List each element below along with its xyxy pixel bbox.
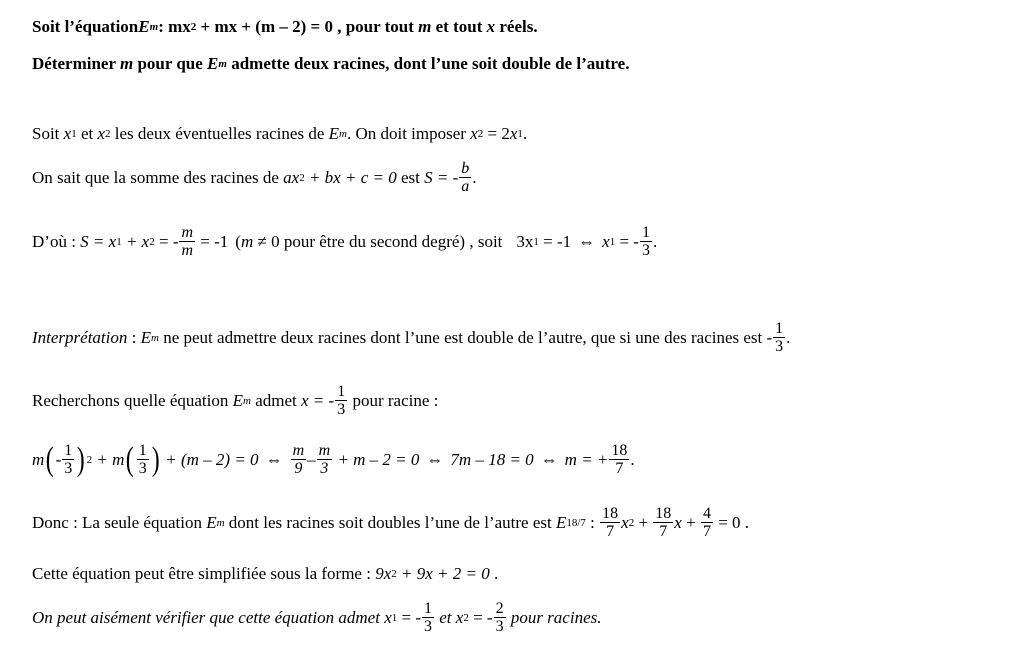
- left-paren: (: [45, 440, 54, 478]
- text: et: [76, 124, 98, 143]
- subscript: 1: [533, 235, 539, 248]
- text: = 0: [713, 512, 741, 532]
- text: = -: [615, 231, 639, 251]
- text: Déterminer: [32, 54, 120, 73]
- exponent: 2: [86, 453, 93, 466]
- text: (: [235, 231, 241, 251]
- numerator: 1: [641, 224, 650, 241]
- solution-line-3: [32, 224, 657, 259]
- text: = -: [397, 607, 421, 627]
- variable: m: [32, 449, 45, 469]
- subscript: 1: [116, 235, 122, 248]
- expression: ax: [283, 167, 300, 187]
- text: .: [630, 449, 635, 469]
- expression: + 9x + 2 = 0: [396, 564, 490, 583]
- subscript: 1: [517, 128, 523, 140]
- numerator: 1: [64, 442, 73, 459]
- numerator: m: [318, 442, 331, 459]
- numerator: 4: [702, 505, 711, 522]
- variable: x: [455, 607, 464, 627]
- text: .: [786, 327, 791, 347]
- denominator: 9: [294, 460, 303, 477]
- expression: S = x: [80, 231, 117, 251]
- numerator: b: [461, 160, 470, 177]
- text: :: [585, 512, 600, 532]
- verify-line: [32, 600, 601, 635]
- text: et tout: [431, 17, 487, 36]
- text: D’où :: [32, 231, 81, 251]
- variable: x: [63, 124, 72, 143]
- equivalence-symbol: ⇔: [540, 449, 558, 469]
- text: On peut aisément vérifier que cette équation admet: [32, 607, 385, 627]
- fraction: [701, 505, 713, 540]
- statement-line-1: [32, 17, 538, 37]
- expression: + m – 2 = 0: [333, 449, 420, 469]
- equation-symbol: E: [555, 512, 567, 532]
- fraction: [773, 320, 785, 355]
- numerator: 1: [423, 600, 432, 617]
- denominator: 7: [606, 523, 615, 540]
- fraction: [137, 442, 149, 477]
- fraction: [422, 600, 434, 635]
- text: :: [127, 327, 141, 347]
- variable: x: [674, 512, 682, 532]
- subscript: 1: [71, 128, 77, 140]
- subscript: m: [149, 21, 159, 33]
- variable: x: [602, 231, 610, 251]
- subscript: m: [216, 516, 225, 529]
- text: -: [55, 449, 62, 469]
- conclusion-line: [32, 505, 749, 540]
- text: dont les racines soit doubles l’une de l’autre est: [224, 512, 556, 532]
- variable: m: [240, 231, 254, 251]
- text: et: [434, 607, 456, 627]
- equivalence-symbol: ⇔: [426, 449, 444, 469]
- text: réels.: [495, 17, 538, 36]
- denominator: 7: [615, 460, 624, 477]
- text: = -: [154, 231, 179, 251]
- subscript: 2: [477, 128, 484, 140]
- subscript: 1: [391, 611, 398, 624]
- equation-symbol: E: [328, 124, 339, 143]
- equation-symbol: E: [140, 327, 152, 347]
- numerator: 18: [611, 442, 628, 459]
- subscript: 1: [609, 235, 616, 248]
- expression: m = +: [564, 449, 609, 469]
- denominator: 7: [659, 523, 668, 540]
- solution-line-2: [32, 160, 477, 195]
- denominator: 3: [138, 460, 147, 477]
- subscript: m: [218, 58, 227, 70]
- fraction: [600, 505, 620, 540]
- text: –: [307, 449, 316, 469]
- numerator: 2: [495, 600, 504, 617]
- text: ne peut admettre deux racines dont l’une est double de l’autre, que si une des racines est -: [158, 327, 773, 347]
- right-paren: ): [151, 440, 160, 478]
- expression: x = -: [301, 390, 335, 410]
- text: .: [652, 231, 658, 251]
- exponent: 2: [190, 21, 197, 33]
- denominator: 3: [775, 338, 784, 355]
- fraction: [317, 442, 333, 477]
- text: pour racine :: [348, 390, 439, 410]
- fraction: [335, 383, 347, 418]
- text: les deux éventuelles racines de: [110, 124, 329, 143]
- text: + mx + (m – 2) = 0 , pour tout: [196, 17, 419, 36]
- variable: x: [97, 124, 106, 143]
- search-line: [32, 383, 438, 418]
- expression: 7m – 18 = 0: [450, 449, 534, 469]
- statement-line-2: [32, 54, 629, 74]
- text: = -1: [538, 231, 572, 251]
- fraction: [62, 442, 74, 477]
- text: +: [634, 512, 653, 532]
- numerator: 1: [337, 383, 346, 400]
- text: admette deux racines, dont l’une soit double de l’autre.: [226, 54, 630, 73]
- subscript: 18/7: [566, 516, 586, 529]
- expression: + x: [121, 231, 150, 251]
- interpretation-line: [32, 320, 790, 355]
- equation-symbol: E: [138, 17, 150, 36]
- subscript: 2: [463, 611, 469, 624]
- denominator: 3: [320, 460, 329, 477]
- text: +: [681, 512, 700, 532]
- text: . On doit imposer: [346, 124, 471, 143]
- text: pour racines.: [506, 607, 602, 627]
- text: Soit l’équation: [32, 17, 139, 36]
- text: .: [489, 564, 499, 583]
- text: ≠ 0 pour être du second degré) , soit: [253, 231, 503, 251]
- fraction: [179, 224, 195, 259]
- text: .: [472, 167, 477, 187]
- denominator: 3: [641, 242, 650, 259]
- fraction: [459, 160, 471, 195]
- left-paren: (: [126, 440, 134, 478]
- denominator: 3: [495, 618, 504, 635]
- text: est: [396, 167, 425, 187]
- equivalence-symbol: ⇔: [265, 449, 283, 469]
- solution-line-1: [32, 124, 527, 144]
- subscript: 2: [105, 128, 111, 140]
- numerator: 18: [655, 505, 672, 522]
- fraction: [494, 600, 506, 635]
- exponent: 2: [628, 516, 635, 529]
- fraction: [291, 442, 307, 477]
- text: = -: [468, 607, 493, 627]
- denominator: 3: [337, 401, 346, 418]
- denominator: 3: [64, 460, 73, 477]
- denominator: a: [461, 178, 470, 195]
- variable: x: [470, 124, 478, 143]
- expression: S = -: [424, 167, 459, 187]
- equation-symbol: E: [232, 390, 244, 410]
- expression: 3x: [516, 231, 534, 251]
- exponent: 2: [299, 171, 305, 184]
- text: : mx: [158, 17, 191, 36]
- subscript: 2: [149, 235, 155, 248]
- denominator: 3: [423, 618, 432, 635]
- text: Recherchons quelle équation: [32, 390, 233, 410]
- subscript: m: [339, 128, 347, 140]
- exponent: 2: [391, 568, 397, 580]
- simplified-line: [32, 564, 498, 584]
- variable: m: [119, 54, 134, 73]
- text: Cette équation peut être simplifiée sous la forme :: [32, 564, 376, 583]
- numerator: m: [181, 224, 194, 241]
- text: = 2: [483, 124, 510, 143]
- variable: x: [509, 124, 518, 143]
- text: pour que: [133, 54, 208, 73]
- text: On sait que la somme des racines de: [32, 167, 284, 187]
- numerator: m: [292, 442, 305, 459]
- subscript: m: [151, 331, 159, 344]
- variable: m: [418, 17, 432, 36]
- equation-symbol: E: [207, 54, 219, 73]
- subscript: m: [243, 394, 251, 407]
- denominator: m: [181, 242, 194, 259]
- numerator: 1: [775, 320, 784, 337]
- expression: + bx + c = 0: [304, 167, 397, 187]
- text: .: [740, 512, 750, 532]
- equivalence-symbol: ⇔: [578, 231, 596, 251]
- calculation-line: [32, 442, 635, 477]
- fraction: [609, 442, 629, 477]
- fraction: [640, 224, 652, 259]
- interpretation-label: Interprétation: [32, 327, 128, 347]
- denominator: 7: [702, 523, 711, 540]
- variable: x: [621, 512, 629, 532]
- text: .: [522, 124, 528, 143]
- numerator: 18: [602, 505, 619, 522]
- text: Donc : La seule équation: [32, 512, 207, 532]
- fraction: [653, 505, 673, 540]
- numerator: 1: [138, 442, 147, 459]
- text: admet: [250, 390, 302, 410]
- expression: + (m – 2) = 0: [161, 449, 259, 469]
- variable: x: [486, 17, 496, 36]
- expression: + m: [92, 449, 125, 469]
- text: = -1: [196, 231, 229, 251]
- text: Soit: [32, 124, 64, 143]
- variable: x: [384, 607, 392, 627]
- expression: 9x: [375, 564, 392, 583]
- equation-symbol: E: [206, 512, 217, 532]
- right-paren: ): [76, 440, 85, 478]
